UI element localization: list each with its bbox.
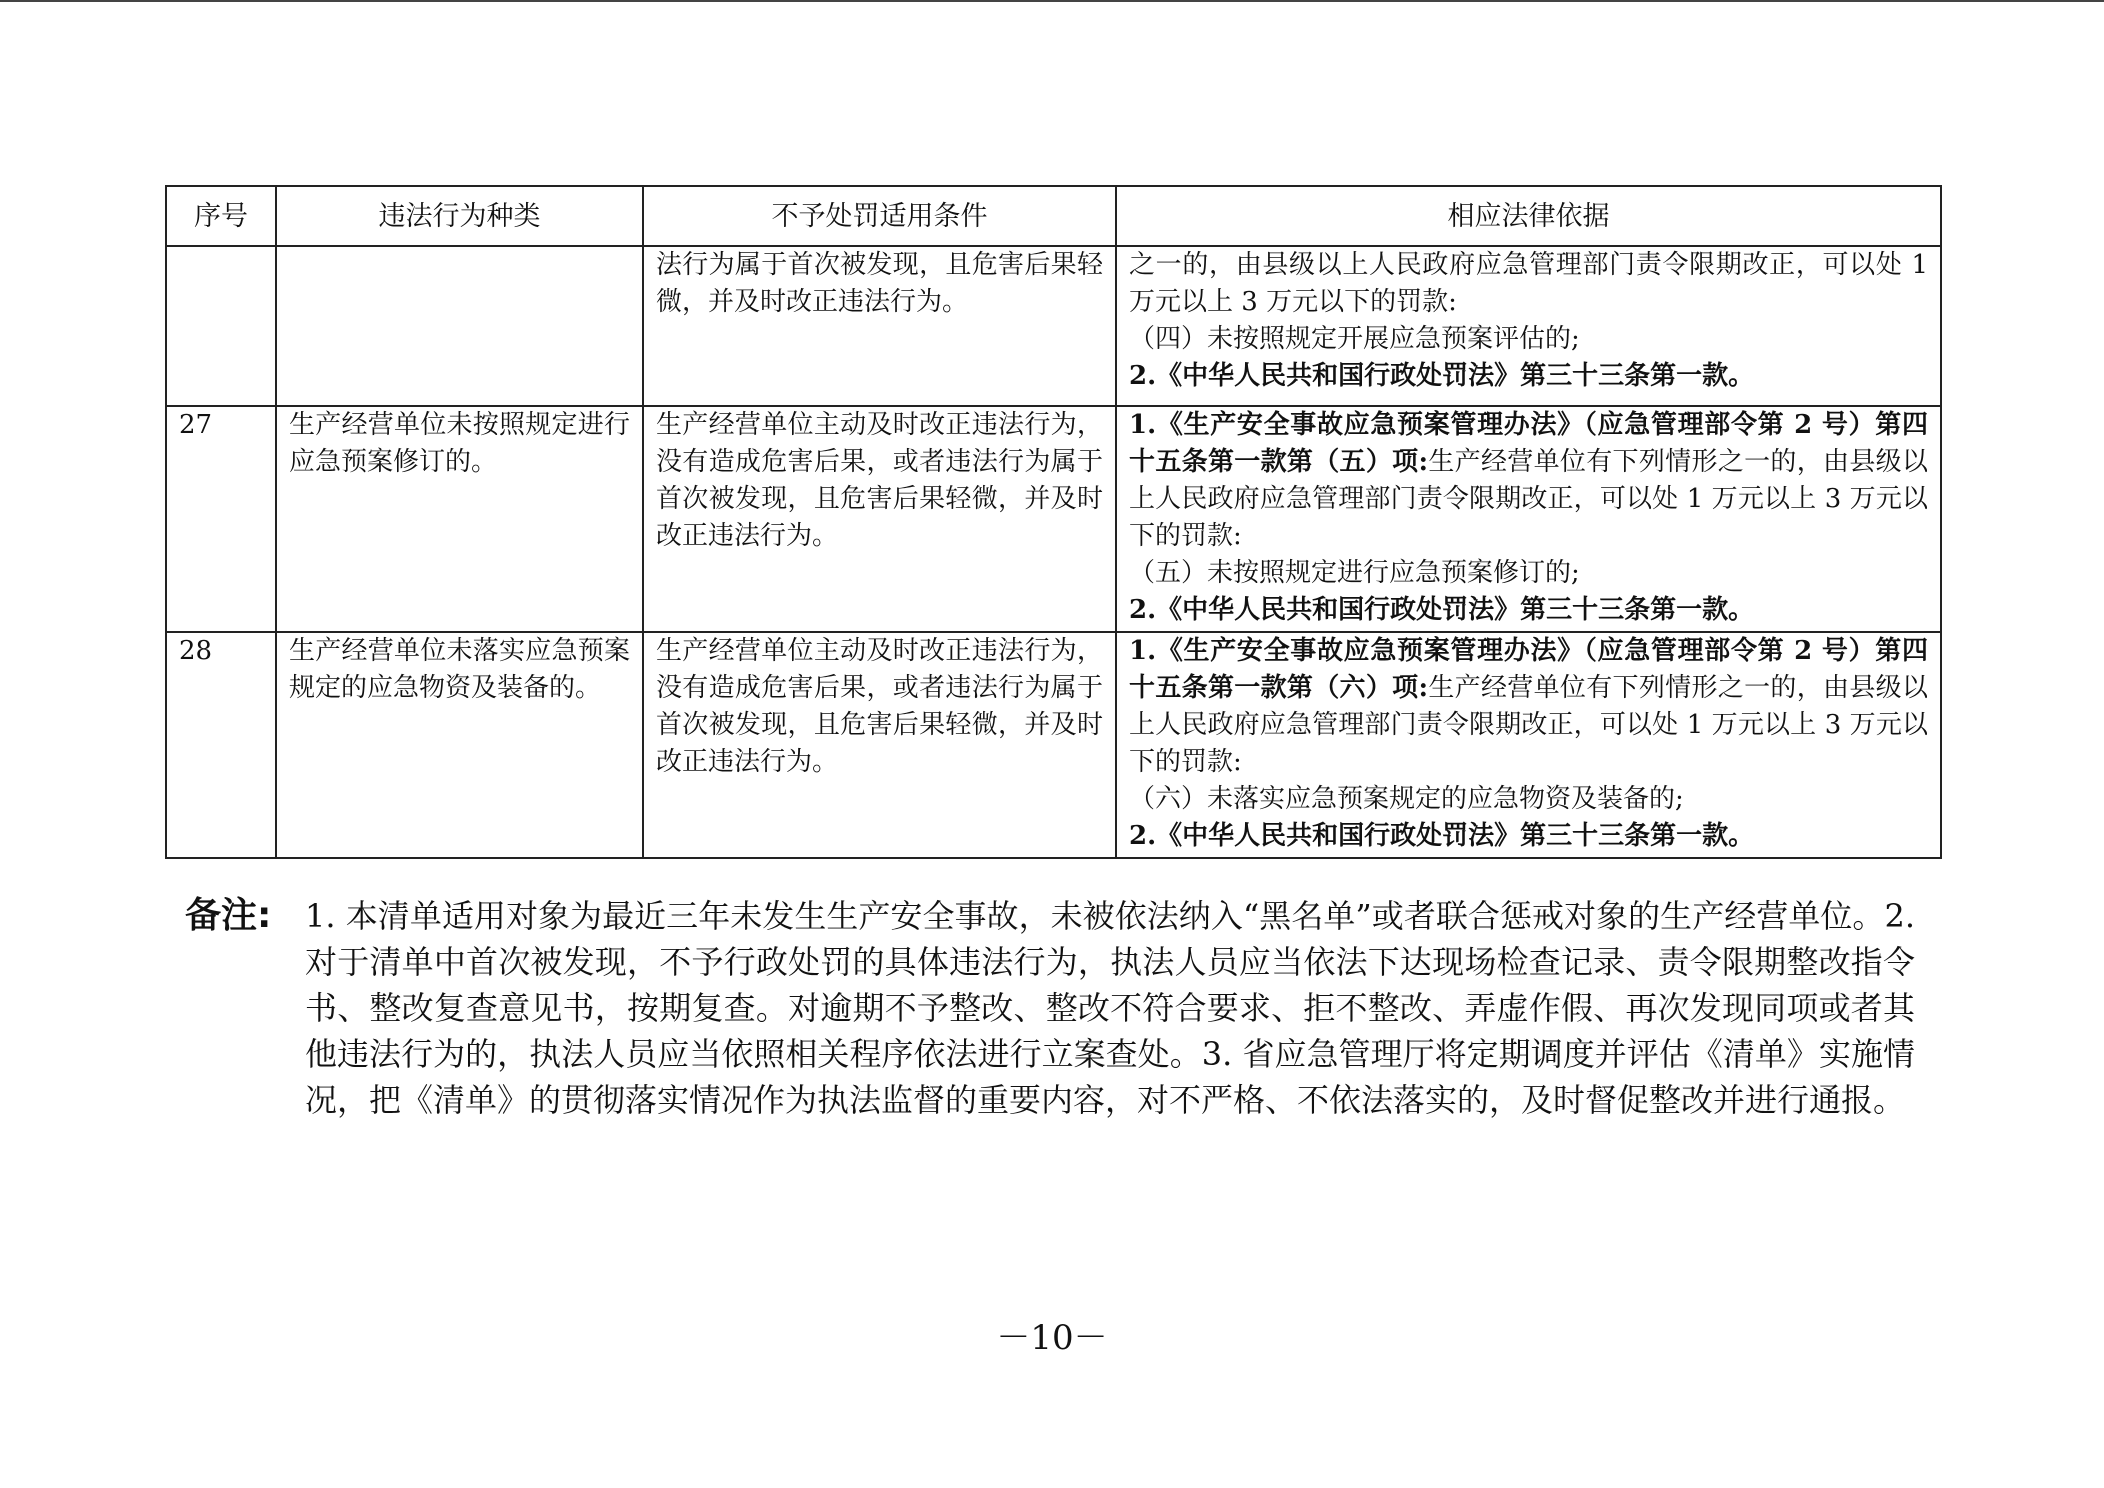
basis-item: （四）未按照规定开展应急预案评估的; [1129, 324, 1580, 354]
header-violation-type: 违法行为种类 [276, 186, 643, 246]
remarks-label: 备注: [185, 895, 272, 936]
page-number: －10－ [996, 1318, 1108, 1358]
row-legal-basis [1116, 246, 1941, 406]
basis-second-law: 2.《中华人民共和国行政处罚法》第三十三条第一款。 [1129, 821, 1755, 851]
row-violation-type: 生产经营单位未按照规定进行应急预案修订的。 [276, 406, 643, 632]
basis-lead-text: 生产经营单位有下列情形之一的，由县级以上人民政府应急管理部门责令限期改正，可以处 1 万元以上 3 万元以下的罚款: [1129, 673, 1928, 777]
header-exemption-condition: 不予处罚适用条件 [643, 186, 1116, 246]
basis-second-law: 2.《中华人民共和国行政处罚法》第三十三条第一款。 [1129, 361, 1755, 391]
table-row [166, 246, 1941, 406]
row-condition: 生产经营单位主动及时改正违法行为，没有造成危害后果，或者违法行为属于首次被发现，且危害后果轻微，并及时改正违法行为。 [643, 406, 1116, 632]
row-violation-type [276, 246, 643, 406]
table-header-row [166, 186, 1941, 246]
remarks-text: 1. 本清单适用对象为最近三年未发生生产安全事故，未被依法纳入“黑名单”或者联合惩戒对象的生产经营单位。2. 对于清单中首次被发现，不予行政处罚的具体违法行为，执法人员应当依法下达现场检查记录、责令限期整改指令书、整改复查意见书，按期复查。对逾期不予整改、整改不符合要求、拒不整改、弄虚作假、再次发现同项或者其他违法行为的，执法人员应当依照相关程序依法进行立案查处。3. 省应急管理厅将定期调度并评估《清单》实施情况，把《清单》的贯彻落实情况作为执法监督的重要内容，对不严格、不依法落实的，及时督促整改并进行通报。 [305, 897, 1915, 1119]
penalty-exemption-table [165, 185, 1942, 859]
basis-second-law: 2.《中华人民共和国行政处罚法》第三十三条第一款。 [1129, 595, 1755, 625]
basis-lead-text: 之一的，由县级以上人民政府应急管理部门责令限期改正，可以处 1 万元以上 3 万元以下的罚款: [1129, 250, 1928, 317]
page-top-border [0, 0, 2104, 2]
row-serial [166, 246, 276, 406]
basis-lead-text: 生产经营单位有下列情形之一的，由县级以上人民政府应急管理部门责令限期改正，可以处 1 万元以上 3 万元以下的罚款: [1129, 447, 1928, 551]
basis-lead-bold: 1.《生产安全事故应急预案管理办法》（应急管理部令第 2 号）第四十五条第一款第（五）项: [1129, 410, 1928, 477]
row-condition: 生产经营单位主动及时改正违法行为，没有造成危害后果，或者违法行为属于首次被发现，且危害后果轻微，并及时改正违法行为。 [643, 632, 1116, 858]
header-legal-basis: 相应法律依据 [1116, 186, 1941, 246]
row-serial: 27 [166, 406, 276, 632]
row-legal-basis [1116, 632, 1941, 858]
table-row [166, 632, 1941, 858]
row-serial: 28 [166, 632, 276, 858]
basis-lead-bold: 1.《生产安全事故应急预案管理办法》（应急管理部令第 2 号）第四十五条第一款第（六）项: [1129, 636, 1928, 703]
row-violation-type: 生产经营单位未落实应急预案规定的应急物资及装备的。 [276, 632, 643, 858]
basis-item: （五）未按照规定进行应急预案修订的; [1129, 558, 1580, 588]
remarks-section [185, 893, 1915, 1123]
basis-item: （六）未落实应急预案规定的应急物资及装备的; [1129, 784, 1684, 814]
table-row [166, 406, 1941, 632]
header-serial: 序号 [166, 186, 276, 246]
row-legal-basis [1116, 406, 1941, 632]
row-condition: 法行为属于首次被发现，且危害后果轻微，并及时改正违法行为。 [643, 246, 1116, 406]
